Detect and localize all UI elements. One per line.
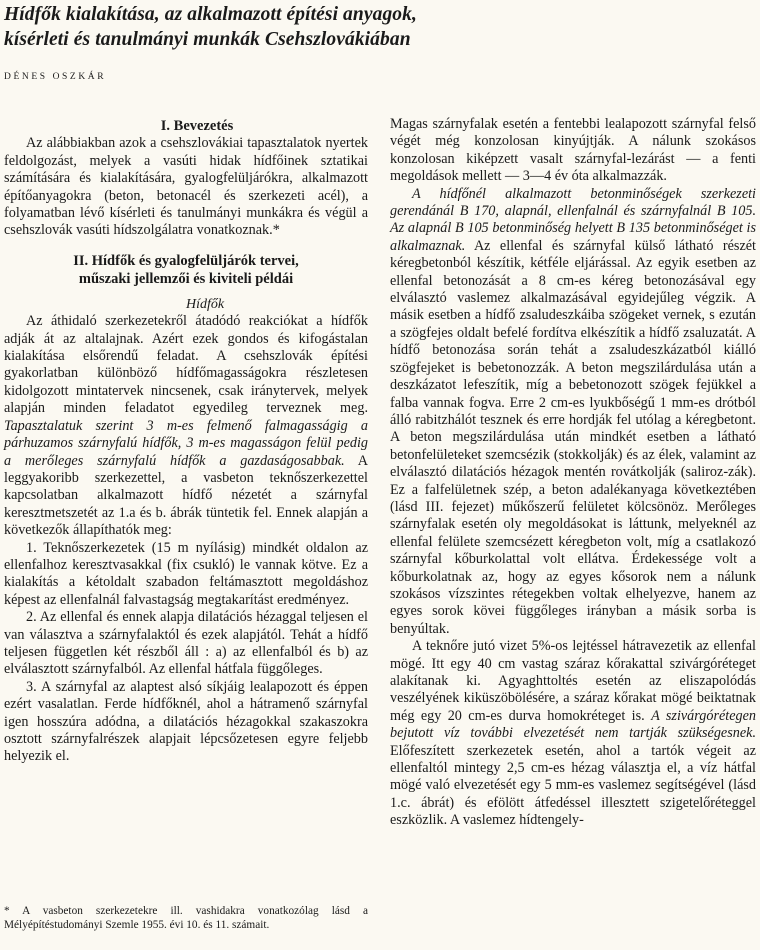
intro-paragraph: Az alábbiakban azok a csehszlovákiai tapasztalatok nyertek feldolgozást, melyek a vasúti hidak hídfőinek sztatikai számítására és kialakítására, gyalogfelüljárókra, alkalmazott építőanyagokra (beton, betonacél és szerkezeti acél), a folyamatban lévő kísérleti és tanulmányi munkákra és végül a csehszlovák vasúti hídszolgálatra vonatkoznak.*	[4, 135, 368, 239]
paragraph-italic-text: Tapasztalatuk szerint 3 m-es felmenő falmagasságig a párhuzamos szárnyfalú hídfők, 3 m-es magasságon felül pedig a merőleges szárnyfalú hídfők a gazdaságosabbak.	[4, 417, 368, 469]
section-heading-line-2: műszaki jellemzői és kiviteli példái	[78, 270, 294, 287]
list-item-2: 2. Az ellenfal és ennek alapja dilatációs hézaggal teljesen el van választva a szárnyfalaktól és ezek alapjától. Tehát a hídfő teljesen független két részből áll : a) az ellenfalból és b) az elválasztott szárnyfalból. Az ellenfal hátfala függőleges.	[4, 609, 368, 678]
paragraph-drainage	[390, 638, 756, 829]
paragraph-text: A leggyakoribb szerkezettel, a vasbeton teknőszerkezettel kapcsolatban alkalmazott hídfő nézetét a szárnyfal keresztmetszetét az 1.a és b. ábrák tüntetik fel. Ennek alapján a következők állapíthatók meg:	[4, 452, 368, 539]
paragraph-text: Az ellenfal és szárnyfal külső látható részét kéregbetonból készítik, kétféle eljárással. Az egyik esetben az ellenfal betonozását a 8 cm-es kéreg betonozásával egy elválasztó vaslemez alkalmazásával egyidejűleg végzik. A másik esetben a hídfő zsaludeszkáiba szögeket vernek, s ezután a szögfejes oldalt befelé fordítva elkészítik a hídfő zsaluzatát. A hídfő betonozása során tehát a zsaludeszkázatból kiálló szögfejeket is bebetonozzák. A beton megszilárdulása után a deszkázatot lefeszítik, míg a bebetonozott szögek fejükkel a falba vannak fogva. Erre 2 cm-es lyukbőségű 1 mm-es drótból álló rabitzhálót tesznek és erre hordják fel utólag a kéregbetont. A beton megszilárdulása után mindkét esetben a látható betonfelületeket szemcsézik (stokkolják) és az élek, valamint az elválasztó dilatációs hézagok mentén rovátkolják (saliroz-zák). Ez a falfelületnek szép, a beton adalékanyaga következtében (lásd III. fejezet) műkőszerű felületet kölcsönöz. Merőleges szárnyfalak esetén oly megoldásokat is láttunk, melyeknél az ellenfal felülete szemcsézett kéregbeton volt, míg a csatlakozó szárnyfal kőburkolattal volt ellátva. Érdekessége volt a kőburkolatnak az, hogy az egyes kősorok nem a nálunk szokásos vízszintes rétegekben voltak elhelyezve, hanem az egyes sorok kövei függőleges irányban a másik sorba is benyúltak.	[390, 237, 756, 637]
paragraph-text: A teknőre jutó vizet 5%-os lejtéssel hátravezetik az ellenfal mögé. Itt egy 40 cm vastag száraz kőrakattal szivárgóréteget alakítanak ki. Agyaghttoltés esetén az eliszapolódás veszélyének kiküszöbölésére, a száraz kőrakat mögé beiktatnak még egy 20 cm-es durva homokréteget is.	[390, 638, 756, 724]
author-name: DÉNES OSZKÁR	[4, 72, 107, 82]
section-heading-line-1: II. Hídfők és gyalogfelüljárók tervei,	[73, 252, 299, 269]
left-column	[4, 118, 368, 766]
article-title-line-2: kísérleti és tanulmányi munkák Csehszlovákiában	[4, 29, 411, 50]
paragraph-italic-text: A hídfőnél alkalmazott betonminőségek szerkezeti gerendánál B 170, alapnál, ellenfalnál és szárnyfalnál B 105. Az alapnál B 105 betonminőség helyett B 135 betonminőséget is alkalmaznak.	[390, 185, 756, 254]
paragraph-text: Előfeszített szerkezetek esetén, ahol a tartók végeit az ellenfaltól mintegy 2,5 cm-es hézag választja el, a víz hátfal mögé való elvezetését egy 5 mm-es vaslemez segítségével (lásd 1.c. ábrát) és efölött átfedéssel illesztett szigetelőréteggel eszközlik. A vaslemez hídtengely-	[390, 742, 756, 829]
paragraph-continued: Magas szárnyfalak esetén a fentebbi lealapozott szárnyfal felső végét még konzolosan kinyújtják. A nálunk szokásos konzolosan kiképzett vasalt szárnyfal-lezárást — a fenti megoldások mellett — 3—4 év óta alkalmazzák.	[390, 116, 756, 185]
section-heading-introduction: I. Bevezetés	[160, 118, 234, 134]
subheading-abutments: Hídfők	[186, 296, 225, 312]
paragraph-italic-text: A szivárgórétegen bejutott víz további elvezetését nem tartják szükségesnek.	[390, 707, 757, 742]
article-title	[4, 2, 754, 52]
section-heading-abutments	[4, 252, 368, 288]
article-title-line-1: Hídfők kialakítása, az alkalmazott építési anyagok,	[4, 4, 417, 25]
right-column	[390, 116, 756, 830]
paragraph-abutments	[4, 313, 368, 539]
list-item-1: 1. Teknőszerkezetek (15 m nyílásig) mindkét oldalon az ellenfalhoz keresztvasakkal (fix csukló) le vannak kötve. Ez a kialakítás a kétoldalt szabadon feltámasztott megoldáshoz képest az ellenfalnál falvastagság megtakarítást eredményez.	[4, 539, 368, 608]
footnote: * A vasbeton szerkezetekre ill. vashidakra vonatkozólag lásd a Mélyépítéstudományi Szemle 1955. évi 10. és 11. számait.	[4, 905, 368, 931]
list-item-3: 3. A szárnyfal az alaptest alsó síkjáig lealapozott és éppen ezért vasalatlan. Ferde hídfőknél, ahol a hátramenő szárnyfal igen hosszúra adódna, a dilatációs hézagokkal szakaszokra osztott szárnyfalrészek alapjait lépcsőzetesen egyre feljebb helyezik el.	[4, 678, 368, 765]
paragraph-concrete	[390, 186, 756, 639]
paragraph-text: Az áthidaló szerkezetekről átadódó reakciókat a hídfők adják át az altalajnak. Azért ezek gondos és kifogástalan kialakítása elsőrendű feladat. A csehszlovák építési gyakorlatban különböző hídfőmagasságokra részletesen kidolgozott mintatervek nincsenek, csak iránytervek, melyek alapján minden feladatot egyedileg terveznek meg.	[4, 313, 368, 417]
